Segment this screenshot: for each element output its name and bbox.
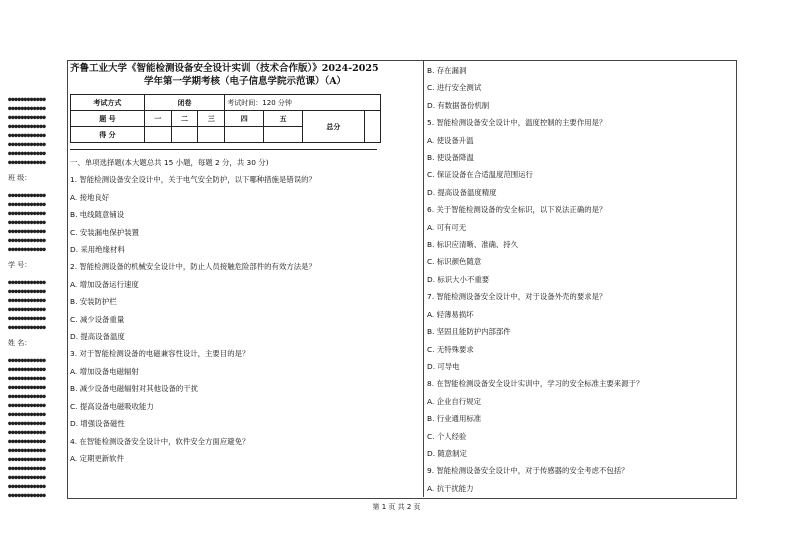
name-label: 姓 名： (8, 339, 32, 347)
column-1: 一 (144, 111, 171, 127)
total-score-cell (364, 111, 380, 143)
seal-dots: ●●●●●●●●●●●● ●●●●●●●●●●●● ●●●●●●●●●●●● ●●●●●●●●●●●● ●●●●●●●●●●●● ●●●●●●●●●●●● (8, 279, 46, 331)
score-cell (171, 127, 198, 143)
question-stem: 5. 智能检测设备安全设计中，温度控制的主要作用是？ (427, 118, 607, 128)
right-column (427, 62, 732, 497)
answer-option: D. 提高设备温度精度 (427, 187, 497, 197)
score-cell (144, 127, 171, 143)
answer-option: B. 坚固且能防护内部部件 (427, 327, 511, 337)
score-cell (198, 127, 225, 143)
seal-dots: ●●●●●●●●●●●● ●●●●●●●●●●●● ●●●●●●●●●●●● ●●●●●●●●●●●● ●●●●●●●●●●●● ●●●●●●●●●●●● ●●●●●●●●●●●● ●●●●●●●●●●●● ●●●●●●●●●●●● ●●●●●●●●●●●● ●●●●●●●●●●●● ●●●●●●●●●●●● ●●●●●●●●●●●● ●●●●●●●●●●●● ●●●●●●●●●●●● ●●●●●●●●●●●● (8, 357, 46, 499)
score-row-label: 得 分 (71, 127, 145, 143)
question-number-label: 题 号 (71, 111, 145, 127)
answer-option: A. 接地良好 (70, 192, 110, 202)
answer-option: B. 存在漏洞 (427, 66, 467, 75)
answer-option: A. 增加设备电磁辐射 (70, 366, 139, 376)
answer-option: B. 使设备降温 (427, 153, 474, 163)
answer-option: A. 增加设备运行速度 (70, 279, 139, 289)
answer-option: A. 轻薄易损坏 (427, 309, 474, 319)
score-cell (225, 127, 264, 143)
answer-option: C. 无特殊要求 (427, 344, 474, 354)
left-question-list (70, 171, 420, 467)
answer-option: B. 行业通用标准 (427, 414, 482, 424)
column-2: 二 (171, 111, 198, 127)
exam-title-line1: 齐鲁工业大学《智能检测设备安全设计实训（技术合作版）》2024-2025 (70, 63, 379, 74)
score-table (70, 94, 381, 143)
column-4: 四 (225, 111, 264, 127)
question-stem: 2. 智能检测设备的机械安全设计中，防止人员接触危险部件的有效方法是？ (70, 262, 316, 272)
question-stem: 8. 在智能检测设备安全设计实训中，学习的安全标准主要来源于？ (427, 379, 644, 389)
answer-option: D. 增强设备磁性 (70, 419, 125, 429)
page-number: 第 1 页 共 2 页 (372, 503, 421, 511)
answer-option: B. 标识应清晰、准确、持久 (427, 240, 519, 250)
answer-option: C. 提高设备电磁吸收能力 (70, 401, 154, 411)
left-column (70, 62, 420, 467)
section-rule (70, 149, 377, 150)
answer-option: C. 减少设备重量 (70, 314, 125, 324)
answer-option: B. 安装防护栏 (70, 297, 117, 307)
total-label: 总分 (303, 111, 365, 143)
answer-option: D. 可导电 (427, 361, 460, 371)
question-stem: 7. 智能检测设备安全设计中，对于设备外壳的要求是？ (427, 292, 607, 302)
answer-option: C. 安装漏电保护装置 (70, 227, 139, 237)
answer-option: A. 企业自行规定 (427, 396, 481, 406)
column-3: 三 (198, 111, 225, 127)
question-stem: 4. 在智能检测设备安全设计中，软件安全方面应避免？ (70, 436, 250, 446)
seal-dots: ●●●●●●●●●●●● ●●●●●●●●●●●● ●●●●●●●●●●●● ●●●●●●●●●●●● ●●●●●●●●●●●● ●●●●●●●●●●●● ●●●●●●●●●●●● (8, 192, 46, 253)
answer-option: D. 采用绝缘材料 (70, 245, 125, 255)
answer-option: D. 提高设备温度 (70, 332, 125, 342)
answer-option: D. 随意制定 (427, 448, 467, 458)
answer-option: B. 减少设备电磁辐射对其他设备的干扰 (70, 384, 199, 394)
column-divider (423, 60, 424, 497)
answer-option: D. 标识大小不重要 (427, 274, 490, 284)
question-stem: 9. 智能检测设备安全设计中，对于传感器的安全考虑不包括？ (427, 466, 629, 476)
answer-option: B. 电线随意铺设 (70, 210, 125, 220)
exam-method-value: 闭卷 (144, 95, 224, 111)
question-stem: 3. 对于智能检测设备的电磁兼容性设计，主要目的是？ (70, 349, 250, 359)
answer-option: A. 可有可无 (427, 222, 467, 232)
question-stem: 1. 智能检测设备安全设计中，关于电气安全防护，以下哪种措施是错误的？ (70, 175, 316, 185)
answer-option: A. 使设备升温 (427, 135, 474, 145)
answer-option: A. 抗干扰能力 (427, 483, 474, 493)
section-heading: 一、单项选择题(本大题总共 15 小题，每题 2 分，共 30 分) (70, 158, 269, 167)
answer-option: A. 定期更新软件 (70, 453, 124, 463)
answer-option: C. 个人经验 (427, 431, 467, 441)
answer-option: C. 进行安全测试 (427, 83, 482, 93)
exam-title-line2: 学年第一学期考核（电子信息学院示范课）（A） (143, 76, 347, 87)
answer-option: C. 标识颜色随意 (427, 257, 482, 267)
answer-option: D. 有数据备份机制 (427, 100, 490, 110)
binding-margin (8, 95, 58, 500)
answer-option: C. 保证设备在合适温度范围运行 (427, 170, 533, 180)
class-label: 班 级： (8, 174, 32, 182)
seal-dots: ●●●●●●●●●●●● ●●●●●●●●●●●● ●●●●●●●●●●●● ●●●●●●●●●●●● ●●●●●●●●●●●● ●●●●●●●●●●●● ●●●●●●●●●●●● ●●●●●●●●●●●● (8, 96, 46, 166)
score-cell (264, 127, 303, 143)
column-5: 五 (264, 111, 303, 127)
right-question-list (427, 62, 732, 497)
exam-method-label: 考试方式 (71, 95, 145, 111)
student-id-label: 学 号： (8, 261, 32, 269)
exam-time: 考试时间：120 分钟 (225, 95, 381, 111)
question-stem: 6. 关于智能检测设备的安全标识，以下说法正确的是？ (427, 205, 607, 215)
